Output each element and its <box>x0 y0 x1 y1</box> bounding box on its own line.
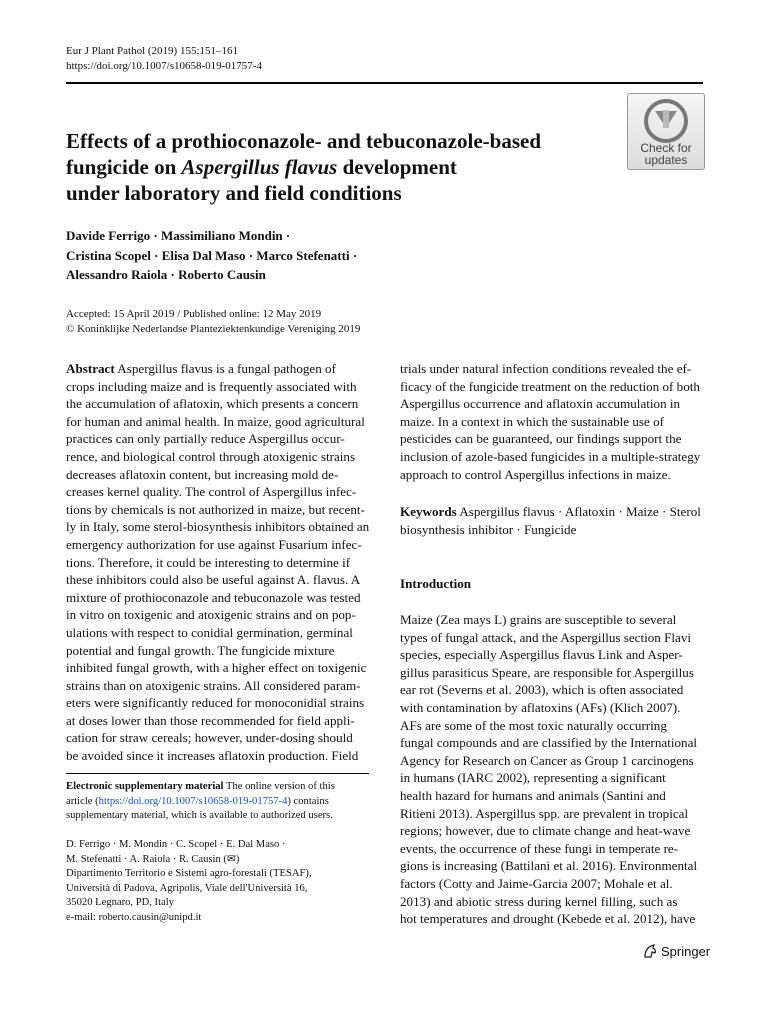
text-line: hot temperatures and drought (Kebede et al. 2012), have <box>400 911 696 927</box>
supplementary-note: Electronic supplementary material The online version of this article (https://doi.org/10.1007/s10658-019-01757-4) contains supplementary material, which is available to authorized users. <box>66 781 335 822</box>
text-line: be avoided since it increases aflatoxin production. Field <box>66 748 359 764</box>
text-line: 2013) and abiotic stress during kernel filling, such as <box>400 893 678 909</box>
text-line: in humans (IARC 2002), representing a significant <box>400 770 666 786</box>
footnote-rule <box>66 773 369 774</box>
text-line: inhibited fungal growth, with a higher effect on toxigenic <box>66 660 367 676</box>
text-line: ear rot (Severns et al. 2003), which is often associated <box>400 682 684 698</box>
text-line: ly in Italy, some sterol-biosynthesis inhibitors obtained an <box>66 519 369 535</box>
text-line: creases kernel quality. The control of Aspergillus infec- <box>66 484 357 500</box>
author-affiliation: D. Ferrigo · M. Mondin · C. Scopel · E. Dal Maso · M. Stefenatti · A. Raiola · R. Causin (✉) Dipartimento Territorio e Sistemi agro-forestali (TESAF), Università di Padova, Agripolis, Viale dell'Università 16, 35020 Legnaro, PD, Italy e-mail: roberto.causin@unipd.it <box>66 838 369 926</box>
supplementary-link[interactable]: https://doi.org/10.1007/s10658-019-01757-4 <box>98 795 288 807</box>
text-line: Abstract Aspergillus flavus is a fungal pathogen of <box>66 361 336 376</box>
text-line: Agency for Research on Cancer as Group 1 carcinogens <box>400 752 694 768</box>
abstract-label: Abstract <box>66 361 115 376</box>
text-line: tions by chemicals is not authorized in maize, but recent- <box>66 501 365 517</box>
title-line: under laboratory and field conditions <box>66 181 402 205</box>
publication-dates <box>66 307 360 337</box>
author-line: Cristina Scopel · Elisa Dal Maso · Marco Stefenatti · <box>66 247 358 263</box>
text-line: Maize (Zea mays L) grains are susceptible to several <box>400 612 677 627</box>
text-line: decreases aflatoxin content, but increasing mold de- <box>66 466 339 482</box>
text-line: Aspergillus occurrence and aflatoxin accumulation in <box>400 396 681 412</box>
journal-header <box>66 44 262 74</box>
article-title <box>66 128 596 206</box>
author-line: Davide Ferrigo · Massimiliano Mondin · <box>66 228 291 243</box>
author-list <box>66 226 357 285</box>
accepted-date: Accepted: 15 April 2019 / Published online: 12 May 2019 <box>66 308 322 320</box>
text-line: at doses lower than those recommended for field appli- <box>66 712 355 728</box>
text-line: types of fungal attack, and the Aspergillus section Flavi <box>400 629 692 645</box>
text-line: eters were significantly reduced for monoconidial strains <box>66 695 365 711</box>
header-rule <box>66 82 703 84</box>
text-line: gillus parasiticus Speare, are responsible for Aspergillus <box>400 664 694 680</box>
introduction-heading: Introduction <box>400 576 472 591</box>
doi-link[interactable]: https://doi.org/10.1007/s10658-019-01757-4 <box>66 60 262 72</box>
text-line: trials under natural infection conditions revealed the ef- <box>400 361 692 376</box>
text-line: these inhibitors could also be useful against A. flavus. A <box>66 572 361 588</box>
springer-horse-icon <box>642 943 658 959</box>
abstract <box>66 360 369 765</box>
text-line: strains than on atoxigenic strains. All considered param- <box>66 677 361 693</box>
title-line: fungicide on Aspergillus flavus development <box>66 155 457 179</box>
keywords: Keywords Aspergillus flavus · Aflatoxin · Maize · Sterol biosynthesis inhibitor · Fungicide <box>400 504 701 537</box>
abstract-continued <box>400 360 703 483</box>
text-line: cation for straw cereals; however, under-dosing should <box>66 730 353 746</box>
check-for-updates-icon <box>643 98 689 144</box>
text-line: the accumulation of aflatoxin, which presents a concern <box>66 396 359 412</box>
check-for-updates-badge[interactable] <box>627 93 705 170</box>
text-line: pesticides can be guaranteed, our findings support the <box>400 431 682 447</box>
text-line: gions is increasing (Battilani et al. 2016). Environmental <box>400 858 698 874</box>
text-line: factors (Cotty and Jaime-Garcia 2007; Mohale et al. <box>400 875 673 891</box>
publisher-logo <box>642 943 710 959</box>
text-line: ulations with respect to conidial germination, germinal <box>66 624 353 640</box>
email-address[interactable]: e-mail: roberto.causin@unipd.it <box>66 911 202 923</box>
text-line: tions. Therefore, it could be interesting to determine if <box>66 554 351 570</box>
badge-line2: updates <box>644 153 688 167</box>
text-line: maize. In a context in which the sustainable use of <box>400 413 664 429</box>
text-line: Ritieni 2013). Aspergillus spp. are prevalent in tropical <box>400 805 689 821</box>
text-line: ficacy of the fungicide treatment on the reduction of both <box>400 378 700 394</box>
text-line: in vitro on toxigenic and atoxigenic strains and on pop- <box>66 607 356 623</box>
text-line: fungal compounds and are classified by the International <box>400 735 698 751</box>
text-line: health hazard for humans and animals (Santini and <box>400 787 666 803</box>
text-line: species, especially Aspergillus flavus Link and Asper- <box>400 647 683 663</box>
journal-citation: Eur J Plant Pathol (2019) 155:151–161 <box>66 45 239 57</box>
title-line: Effects of a prothioconazole- and tebuconazole-based <box>66 129 541 153</box>
text-line: approach to control Aspergillus infections in maize. <box>400 466 671 482</box>
copyright-line: © Koninklijke Nederlandse Planteziektenkundige Vereniging 2019 <box>66 323 361 335</box>
text-line: mixture of prothioconazole and tebuconazole was tested <box>66 589 361 605</box>
text-line: with contamination by aflatoxins (AFs) (Klich 2007). <box>400 699 681 715</box>
text-line: regions; however, due to climate change and heat-wave <box>400 823 691 839</box>
text-line: crops including maize and is frequently associated with <box>66 378 357 394</box>
text-line: emergency authorization for use against Fusarium infec- <box>66 536 362 552</box>
badge-line1: Check for <box>640 141 692 155</box>
introduction-body <box>400 611 703 928</box>
text-line: practices can only partially reduce Aspergillus occur- <box>66 431 345 447</box>
author-line: Alessandro Raiola · Roberto Causin <box>66 267 266 282</box>
text-line: AFs are some of the most toxic naturally occurring <box>400 717 667 733</box>
text-line: inclusion of azole-based fungicides in a multiple-strategy <box>400 448 701 464</box>
publisher-name: Springer <box>661 944 711 959</box>
text-line: rence, and biological control through atoxigenic strains <box>66 448 356 464</box>
text-line: events, the occurrence of these fungi in temperate re- <box>400 840 679 856</box>
text-line: for human and animal health. In maize, good agricultural <box>66 413 365 429</box>
text-line: potential and fungal growth. The fungicide mixture <box>66 642 335 658</box>
